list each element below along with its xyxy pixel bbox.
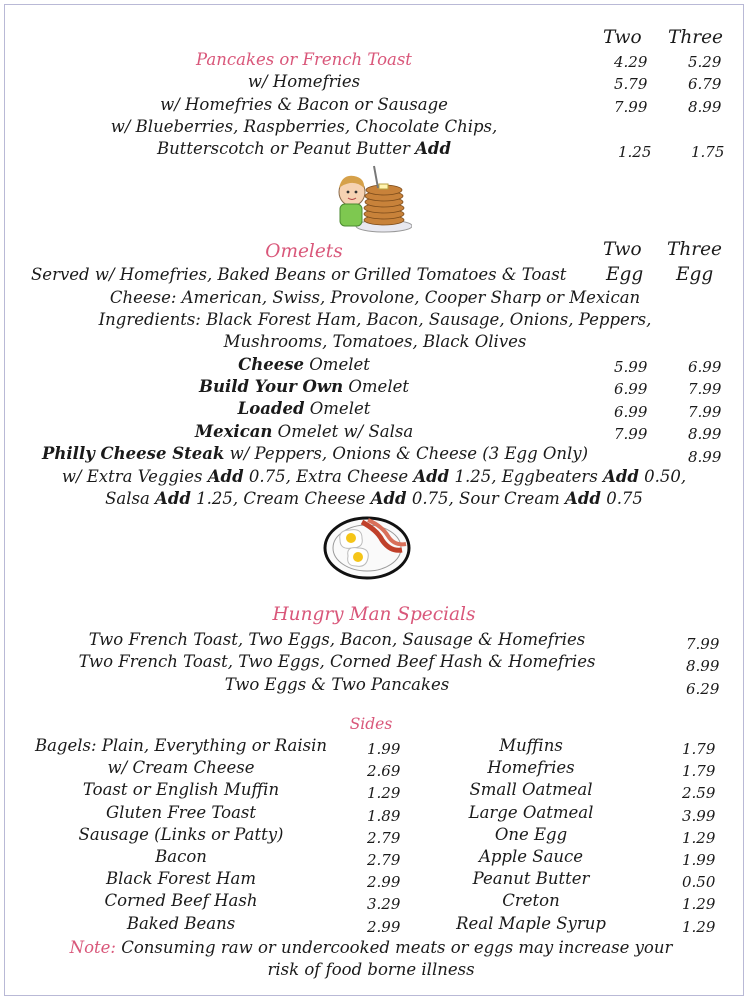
- item-desc: Omelet: [304, 355, 370, 374]
- food-safety-note: [70, 938, 673, 958]
- item-name: Philly Cheese Steak: [42, 444, 225, 463]
- extras-text: 0.50,: [638, 467, 687, 486]
- price-two: 5.99: [614, 358, 648, 376]
- item-name: Mexican: [194, 422, 273, 441]
- side-item-label: Toast or English Muffin: [82, 780, 280, 799]
- side-item-price: 3.29: [367, 895, 401, 913]
- price-two: 5.79: [614, 75, 648, 93]
- eggs-and-bacon-plate-icon: [322, 510, 412, 582]
- menu-item-label: w/ Homefries & Bacon or Sausage: [160, 95, 448, 114]
- side-item-price: 1.99: [682, 851, 716, 869]
- price-three: 8.99: [688, 425, 722, 443]
- item-desc: Omelet w/ Salsa: [272, 422, 414, 441]
- addons-line: [157, 139, 451, 159]
- side-item-price: 2.99: [367, 918, 401, 936]
- price-two: 1.25: [618, 143, 652, 161]
- side-item-price: 2.79: [367, 829, 401, 847]
- col-header-three: Three: [668, 27, 723, 48]
- side-item-label: Black Forest Ham: [105, 869, 257, 888]
- extras-text: 0.75, Sour Cream: [406, 489, 566, 508]
- section-title-omelets: Omelets: [265, 241, 343, 262]
- side-item-price: 1.79: [682, 740, 716, 758]
- side-item-price: 1.29: [682, 918, 716, 936]
- price-three: 7.99: [688, 380, 722, 398]
- side-item-label: w/ Cream Cheese: [107, 758, 255, 777]
- col-header-two: Two: [603, 27, 642, 48]
- price-two: 4.29: [614, 53, 648, 71]
- omelets-ingredients: Mushrooms, Tomatoes, Black Olives: [223, 332, 527, 351]
- extras-text: 1.25, Eggbeaters: [449, 467, 604, 486]
- col-header-three: Three: [667, 239, 722, 260]
- side-item-label: Apple Sauce: [478, 847, 584, 866]
- note-label: Note:: [69, 938, 116, 957]
- price-three: 8.99: [688, 448, 722, 466]
- section-title-pancakes: Pancakes or French Toast: [196, 50, 412, 69]
- side-item-label: Gluten Free Toast: [105, 803, 257, 822]
- side-item-price: 2.79: [367, 851, 401, 869]
- side-item-price: 1.29: [682, 829, 716, 847]
- price-two: 6.99: [614, 380, 648, 398]
- add-label: Add: [603, 467, 639, 486]
- add-label: Add: [370, 489, 407, 508]
- side-item-label: Creton: [502, 891, 560, 910]
- side-item-label: Bacon: [155, 847, 207, 866]
- item-name: Loaded: [237, 399, 305, 418]
- side-item-label: Real Maple Syrup: [456, 914, 606, 933]
- price: 6.29: [686, 680, 720, 698]
- side-item-label: Sausage (Links or Patty): [78, 825, 284, 844]
- price: 8.99: [686, 657, 720, 675]
- side-item-label: Baked Beans: [126, 914, 236, 933]
- section-title-sides: Sides: [349, 715, 393, 733]
- add-label: Add: [207, 467, 244, 486]
- side-item-label: One Egg: [494, 825, 568, 844]
- side-item-label: Bagels: Plain, Everything or Raisin: [34, 736, 328, 755]
- side-item-label: Muffins: [499, 736, 563, 755]
- extras-text: 0.75: [600, 489, 643, 508]
- item-desc: Omelet: [304, 399, 371, 418]
- col-header-egg: Egg: [606, 264, 644, 285]
- side-item-price: 1.99: [367, 740, 401, 758]
- side-item-label: Peanut Butter: [472, 869, 590, 888]
- menu-item-label: w/ Homefries: [247, 72, 361, 91]
- extras-text: 1.25, Cream Cheese: [190, 489, 371, 508]
- extras-text: w/ Extra Veggies: [61, 467, 208, 486]
- side-item-price: 0.50: [682, 873, 716, 891]
- menu-item-label: [238, 399, 371, 419]
- menu-item-label: [238, 355, 370, 375]
- menu-item-label: [199, 377, 409, 397]
- item-desc: w/ Peppers, Onions & Cheese (3 Egg Only): [224, 444, 589, 463]
- price-three: 8.99: [688, 98, 722, 116]
- add-label: Add: [415, 139, 452, 158]
- side-item-price: 2.69: [367, 762, 401, 780]
- omelet-extras-line: [62, 467, 686, 487]
- side-item-price: 2.99: [367, 873, 401, 891]
- side-item-label: Small Oatmeal: [469, 780, 593, 799]
- omelets-ingredients: Ingredients: Black Forest Ham, Bacon, Sausage, Onions, Peppers,: [98, 310, 652, 329]
- side-item-price: 1.79: [682, 762, 716, 780]
- side-item-label: Large Oatmeal: [468, 803, 594, 822]
- price-three: 1.75: [691, 143, 725, 161]
- addons-text: Butterscotch or Peanut Butter: [156, 139, 410, 158]
- price-three: 5.29: [688, 53, 722, 71]
- extras-text: 0.75, Extra Cheese: [243, 467, 414, 486]
- extras-text: Salsa: [105, 489, 156, 508]
- add-label: Add: [155, 489, 191, 508]
- omelets-served-with: Served w/ Homefries, Baked Beans or Grilled Tomatoes & Toast: [31, 265, 567, 284]
- section-title-hungry-man: Hungry Man Specials: [272, 604, 476, 625]
- col-header-two: Two: [603, 239, 642, 260]
- price-three: 6.99: [688, 358, 722, 376]
- item-name: Build Your Own: [199, 377, 344, 396]
- menu-item-label: [195, 422, 413, 442]
- price: 7.99: [686, 635, 720, 653]
- menu-item-label: Two Eggs & Two Pancakes: [224, 675, 450, 694]
- item-desc: Omelet: [343, 377, 409, 396]
- menu-item-label: Two French Toast, Two Eggs, Bacon, Sausage & Homefries: [88, 630, 586, 649]
- omelets-cheese-options: Cheese: American, Swiss, Provolone, Cooper Sharp or Mexican: [109, 288, 641, 307]
- menu-item-label: Two French Toast, Two Eggs, Corned Beef Hash & Homefries: [78, 652, 596, 671]
- price-two: 7.99: [614, 425, 648, 443]
- menu-item-label: [42, 444, 588, 464]
- side-item-price: 3.99: [682, 807, 716, 825]
- add-label: Add: [413, 467, 450, 486]
- price-three: 6.79: [688, 75, 722, 93]
- note-text: Consuming raw or undercooked meats or eggs may increase your: [115, 938, 673, 957]
- side-item-price: 1.29: [367, 784, 401, 802]
- side-item-price: 2.59: [682, 784, 716, 802]
- price-three: 7.99: [688, 403, 722, 421]
- price-two: 7.99: [614, 98, 648, 116]
- side-item-price: 1.29: [682, 895, 716, 913]
- omelet-extras-line: [105, 489, 643, 509]
- addons-line: w/ Blueberries, Raspberries, Chocolate Chips,: [110, 117, 498, 136]
- food-safety-note: risk of food borne illness: [267, 960, 475, 979]
- item-name: Cheese: [238, 355, 305, 374]
- pancake-stack-child-icon: [332, 162, 412, 234]
- add-label: Add: [565, 489, 601, 508]
- side-item-price: 1.89: [367, 807, 401, 825]
- col-header-egg: Egg: [676, 264, 714, 285]
- price-two: 6.99: [614, 403, 648, 421]
- side-item-label: Corned Beef Hash: [104, 891, 258, 910]
- side-item-label: Homefries: [487, 758, 575, 777]
